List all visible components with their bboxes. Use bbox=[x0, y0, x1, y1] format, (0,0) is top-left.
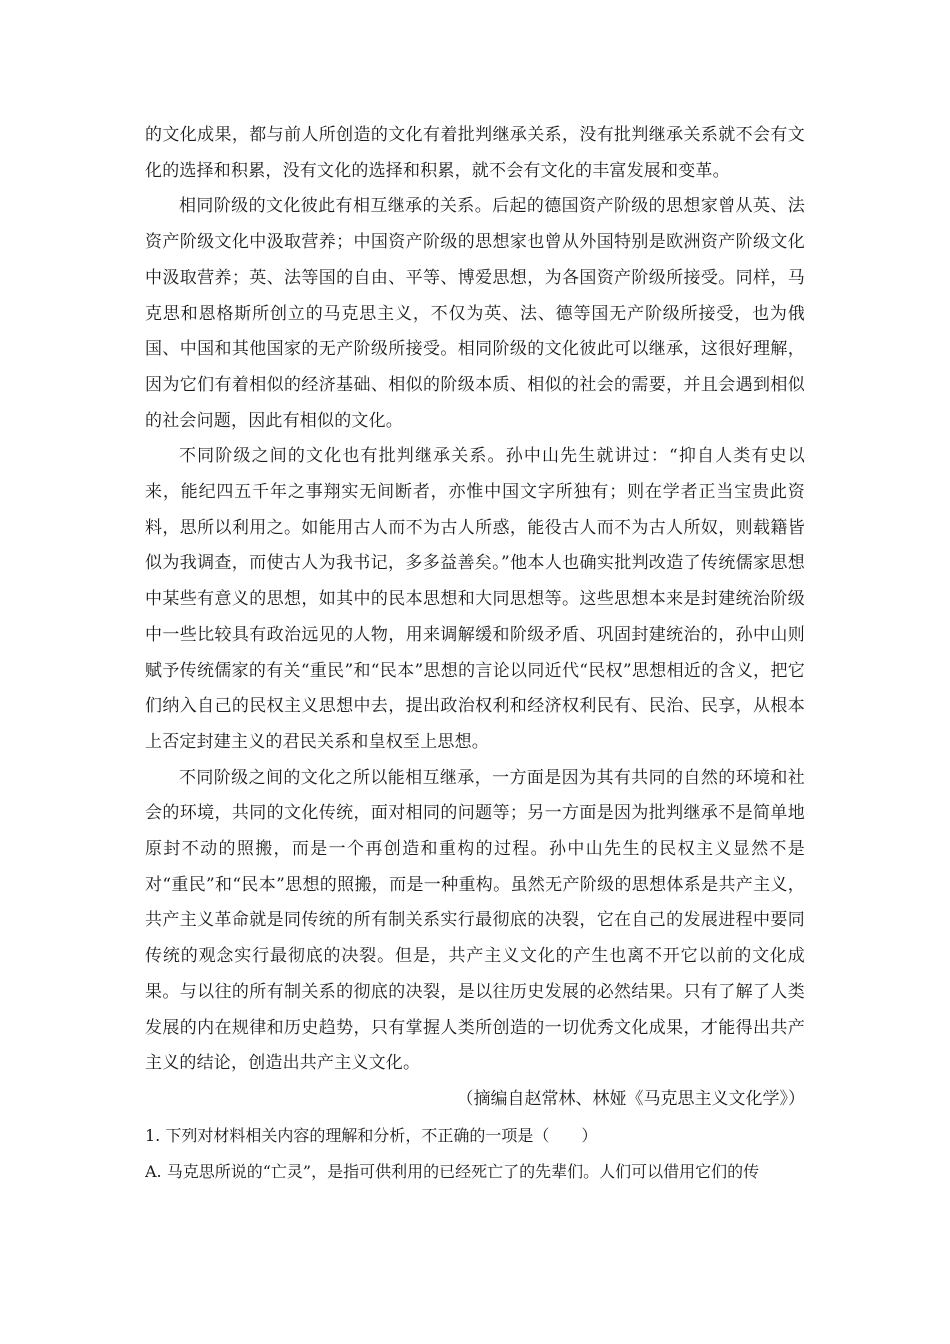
source-citation: （摘编自赵常林、林娅《马克思主义文化学》） bbox=[456, 1088, 805, 1109]
question-option-a: A. 马克思所说的“亡灵”，是指可供利用的已经死亡了的先辈们。人们可以借用它们的传 bbox=[145, 1161, 760, 1181]
question-stem: 1. 下列对材料相关内容的理解和分析，不正确的一项是（ ） bbox=[145, 1125, 598, 1145]
paragraph-different-class-inheritance: 不同阶级之间的文化也有批判继承关系。孙中山先生就讲过：“抑自人类有史以来，能纪四五千年之事翔实无间断者，亦惟中国文字所独有；则在学者正当宝贵此资料，思所以利用之。如能用古人而不为古人所惑，能役古人而不为古人所奴，则载籍皆似为我调查，而使古人为我书记，多多益善矣。”他本人也确实批判改造了传统儒家思想中某些有意义的思想，如其中的民本思想和大同思想等。这些思想本来是封建统治阶级中一些比较具有政治远见的人物，用来调解缓和阶级矛盾、巩固封建统治的，孙中山则赋予传统儒家的有关“重民”和“民本”思想的言论以同近代“民权”思想相近的含义，把它们纳入自己的民权主义思想中去，提出政治权利和经济权利民有、民治、民享，从根本上否定封建主义的君民关系和皇权至上思想。 bbox=[145, 446, 805, 752]
document-body bbox=[145, 118, 805, 1190]
paragraph-continuation: 的文化成果，都与前人所创造的文化有着批判继承关系，没有批判继承关系就不会有文化的选择和积累，没有文化的选择和积累，就不会有文化的丰富发展和变革。 bbox=[145, 125, 805, 181]
paragraph-same-class-inheritance: 相同阶级的文化彼此有相互继承的关系。后起的德国资产阶级的思想家曾从英、法资产阶级文化中汲取营养；中国资产阶级的思想家也曾从外国特别是欧洲资产阶级文化中汲取营养；英、法等国的自由、平等、博爱思想，为各国资产阶级所接受。同样，马克思和恩格斯所创立的马克思主义，不仅为英、法、德等国无产阶级所接受，也为俄国、中国和其他国家的无产阶级所接受。相同阶级的文化彼此可以继承，这很好理解，因为它们有着相似的经济基础、相似的阶级本质、相似的社会的需要，并且会遇到相似的社会问题，因此有相似的文化。 bbox=[145, 196, 805, 431]
paragraph-inheritance-reasons: 不同阶级之间的文化之所以能相互继承，一方面是因为其有共同的自然的环境和社会的环境，共同的文化传统，面对相同的问题等；另一方面是因为批判继承不是简单地原封不动的照搬，而是一个再创造和重构的过程。孙中山先生的民权主义显然不是对“重民”和“民本”思想的照搬，而是一种重构。虽然无产阶级的思想体系是共产主义，共产主义革命就是同传统的所有制关系实行最彻底的决裂，它在自己的发展进程中要同传统的观念实行最彻底的决裂。但是，共产主义文化的产生也离不开它以前的文化成果。与以往的所有制关系的彻底的决裂，是以往历史发展的必然结果。只有了解了人类发展的内在规律和历史趋势，只有掌握人类所创造的一切优秀文化成果，才能得出共产主义的结论，创造出共产主义文化。 bbox=[145, 767, 805, 1074]
